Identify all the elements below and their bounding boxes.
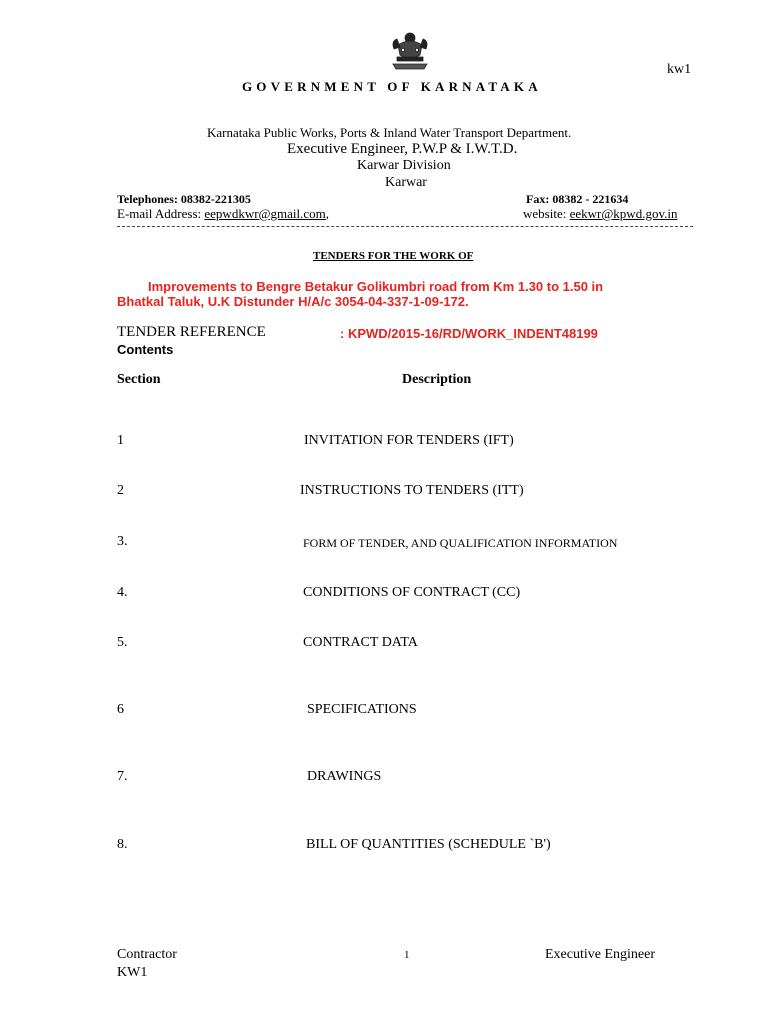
section-number: 2	[117, 483, 124, 498]
section-description: INSTRUCTIONS TO TENDERS (ITT)	[300, 483, 524, 498]
page-number: 1	[404, 949, 410, 961]
section-number: 7.	[117, 769, 128, 784]
section-description: BILL OF QUANTITIES (SCHEDULE `B')	[306, 837, 551, 852]
email-suffix: ,	[325, 206, 329, 221]
website-link[interactable]: eekwr@kpwd.gov.in	[569, 206, 678, 221]
website-line	[523, 206, 677, 222]
header-divider	[117, 226, 693, 227]
section-description: INVITATION FOR TENDERS (IFT)	[304, 433, 514, 448]
page-id: kw1	[667, 62, 692, 77]
section-number: 3.	[117, 534, 128, 549]
section-description: CONTRACT DATA	[303, 635, 418, 650]
email-line	[117, 206, 329, 222]
footer-engineer: Executive Engineer	[545, 947, 656, 962]
city: Karwar	[385, 175, 427, 190]
work-title-line1: Improvements to Bengre Betakur Golikumbri road from Km 1.30 to 1.50 in	[148, 279, 604, 294]
work-title-line2: Bhatkal Taluk, U.K Distunder H/A/c 3054-04-337-1-09-172.	[117, 294, 469, 309]
tender-ref-value: : KPWD/2015-16/RD/WORK_INDENT48199	[340, 326, 598, 341]
section-header: Section	[117, 372, 161, 387]
section-number: 5.	[117, 635, 128, 650]
section-description: SPECIFICATIONS	[307, 702, 417, 717]
office: Executive Engineer, P.W.P & I.W.T.D.	[287, 141, 518, 157]
tender-ref-label: TENDER REFERENCE	[117, 324, 266, 340]
section-description: CONDITIONS OF CONTRACT (CC)	[303, 585, 521, 600]
telephones: Telephones: 08382-221305	[117, 192, 251, 206]
fax: Fax: 08382 - 221634	[526, 192, 629, 206]
email-link[interactable]: eepwdkwr@gmail.com	[204, 206, 326, 221]
description-header: Description	[402, 372, 472, 387]
contents-label: Contents	[117, 342, 174, 357]
section-number: 4.	[117, 585, 128, 600]
govt-title: GOVERNMENT OF KARNATAKA	[242, 79, 542, 94]
karnataka-emblem-icon	[388, 31, 432, 71]
email-label: E-mail Address:	[117, 206, 205, 221]
website-label: website:	[523, 206, 570, 221]
tenders-heading: TENDERS FOR THE WORK OF	[313, 250, 474, 262]
section-description: DRAWINGS	[307, 769, 382, 784]
footer-code: KW1	[117, 965, 148, 980]
footer-contractor: Contractor	[117, 947, 177, 962]
division: Karwar Division	[357, 158, 451, 173]
section-number: 8.	[117, 837, 128, 852]
section-description: FORM OF TENDER, AND QUALIFICATION INFORMATION	[303, 536, 618, 550]
department: Karnataka Public Works, Ports & Inland Water Transport Department.	[207, 125, 572, 140]
section-number: 1	[117, 433, 124, 448]
section-number: 6	[117, 702, 124, 717]
